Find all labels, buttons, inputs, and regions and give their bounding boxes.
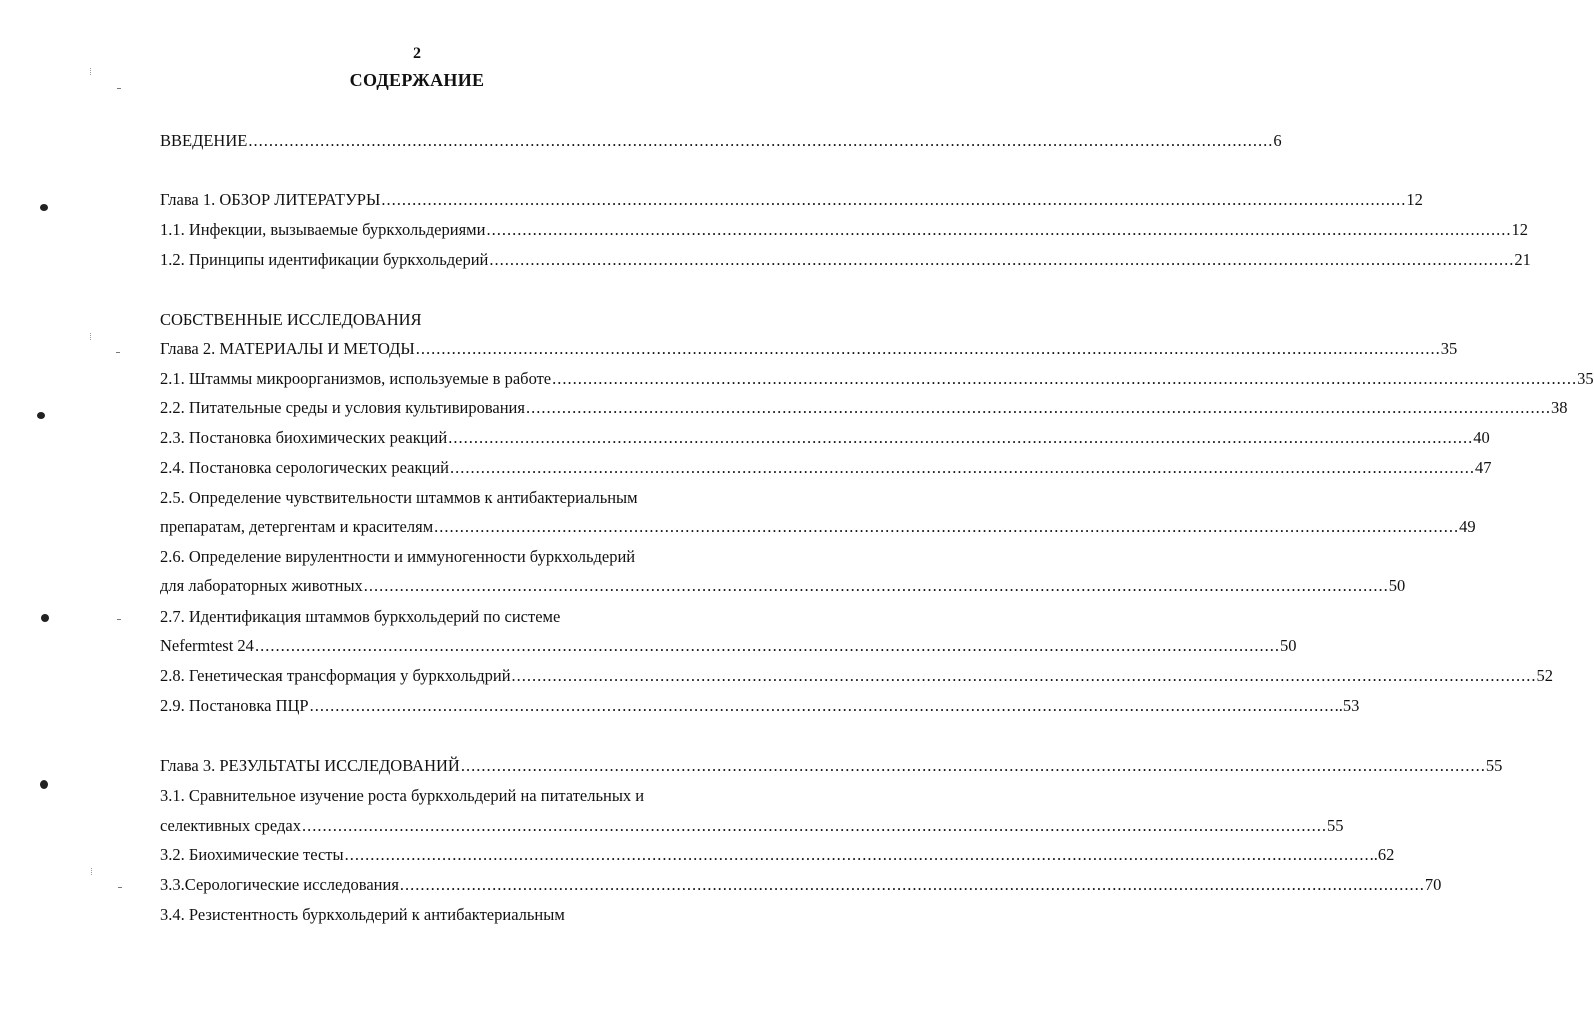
toc-leader-dots: ........................................................................................................................................................................................................ (525, 398, 1551, 417)
toc-entry-page: 6 (1273, 131, 1282, 150)
toc-entry-chapter-1 (160, 190, 1423, 210)
toc-leader-dots: ........................................................................................................................................................................................................ (552, 369, 1578, 388)
toc-entry-title: 2.4. Постановка серологических реакций (160, 458, 449, 477)
toc-entry-title: Глава 2. МАТЕРИАЛЫ И МЕТОДЫ (160, 339, 415, 358)
toc-leader-dots: ........................................................................................................................................................................................................ (399, 875, 1425, 894)
toc-entry-page: 35 (1577, 369, 1594, 388)
toc-entry-2-6-line-2 (160, 576, 1406, 596)
toc-leader-dots: ........................................................................................................................................................................................................ (489, 250, 1515, 269)
toc-entry-1-1 (160, 220, 1528, 240)
toc-entry-page: 12 (1511, 220, 1528, 239)
toc-entry-2-3 (160, 428, 1490, 448)
toc-entry-chapter-3 (160, 756, 1503, 776)
toc-entry-page: 70 (1424, 875, 1442, 894)
toc-entry-title: Глава 1. ОБЗОР ЛИТЕРАТУРЫ (160, 190, 381, 209)
toc-entry-3-1-line-2 (160, 816, 1344, 836)
toc-leader-dots: ........................................................................................................................................................................................................ (248, 131, 1274, 150)
toc-entry-title: Глава 3. РЕЗУЛЬТАТЫ ИССЛЕДОВАНИЙ (160, 756, 460, 775)
scan-mark (90, 68, 92, 75)
toc-entry-page: 49 (1459, 517, 1476, 536)
scan-mark (91, 868, 93, 875)
toc-entry-page: 35 (1440, 339, 1458, 358)
toc-leader-dots: ........................................................................................................................................................................................................ (450, 458, 1475, 477)
scan-mark (90, 333, 92, 340)
toc-entry-3-4-line-1: 3.4. Резистентность буркхольдерий к антибактериальным (160, 905, 565, 924)
toc-entry-3-2 (160, 845, 1395, 865)
toc-entry-title: 1.2. Принципы идентификации буркхольдерий (160, 250, 489, 269)
toc-leader-dots: ........................................................................................................................................................................................................ (363, 576, 1389, 595)
toc-entry-page: 47 (1475, 458, 1492, 477)
toc-entry-2-9 (160, 696, 1360, 716)
toc-entry-page: 38 (1550, 398, 1568, 417)
toc-leader-dots: ........................................................................................................................................................................................................ (434, 517, 1460, 536)
toc-entry-title: для лабораторных животных (160, 576, 363, 595)
toc-entry-page: 55 (1326, 816, 1344, 835)
toc-entry-title: 2.1. Штаммы микроорганизмов, используемые в работе (160, 369, 552, 388)
toc-entry-title: 2.8. Генетическая трансформация у буркхольдрий (160, 666, 511, 685)
toc-leader-dots: ........................................................................................................................................................................................................ (381, 190, 1407, 209)
toc-entry-2-6-line-1: 2.6. Определение вирулентности и иммуногенности буркхольдерий (160, 547, 636, 566)
toc-entry-title: 1.1. Инфекции, вызываемые буркхольдериями (160, 220, 486, 239)
toc-entry-page: 21 (1514, 250, 1531, 269)
page-title: СОДЕРЖАНИЕ (349, 70, 485, 90)
toc-leader-dots: ........................................................................................................................................................................................................ (344, 845, 1370, 864)
toc-entry-2-5-line-1: 2.5. Определение чувствительности штаммов к антибактериальным (160, 488, 638, 507)
toc-entry-page: 50 (1279, 636, 1297, 655)
scan-mark (117, 619, 121, 620)
toc-entry-title: 3.3.Серологические исследования (160, 875, 399, 894)
scan-mark (41, 614, 49, 622)
toc-leader-dots: ........................................................................................................................................................................................................ (460, 756, 1486, 775)
toc-entry-page: 50 (1388, 576, 1406, 595)
toc-entry-2-2 (160, 398, 1568, 418)
toc-entry-title: селективных средах (160, 816, 301, 835)
toc-entry-3-1-line-1: 3.1. Сравнительное изучение роста буркхольдерий на питательных и (160, 786, 645, 805)
toc-leader-dots: ........................................................................................................................................................................................................ (486, 220, 1512, 239)
toc-leader-dots: ........................................................................................................................................................................................................ (309, 696, 1335, 715)
scan-mark (117, 88, 121, 89)
scan-mark (116, 352, 120, 353)
toc-entry-page: ..53 (1334, 696, 1360, 715)
scan-mark (118, 887, 122, 888)
toc-leader-dots: ........................................................................................................................................................................................................ (448, 428, 1474, 447)
toc-entry-page: 55 (1485, 756, 1503, 775)
toc-leader-dots: ........................................................................................................................................................................................................ (511, 666, 1537, 685)
toc-leader-dots: ........................................................................................................................................................................................................ (254, 636, 1280, 655)
toc-entry-title: 2.3. Постановка биохимических реакций (160, 428, 448, 447)
toc-entry-title: 2.2. Питательные среды и условия культивирования (160, 398, 525, 417)
toc-entry-2-5-line-2 (160, 517, 1476, 537)
page-number: 2 (413, 45, 421, 62)
scan-mark (40, 780, 48, 789)
toc-entry-3-3 (160, 875, 1442, 895)
toc-entry-2-4 (160, 458, 1492, 478)
toc-section-heading: СОБСТВЕННЫЕ ИССЛЕДОВАНИЯ (160, 310, 422, 329)
toc-leader-dots: ........................................................................................................................................................................................................ (301, 816, 1327, 835)
toc-leader-dots: ........................................................................................................................................................................................................ (415, 339, 1441, 358)
toc-entry-2-8 (160, 666, 1554, 686)
toc-entry-page: ..62 (1369, 845, 1395, 864)
toc-entry-title: препаратам, детергентам и красителям (160, 517, 434, 536)
toc-entry-page: 12 (1406, 190, 1423, 209)
toc-entry-title: 3.2. Биохимические тесты (160, 845, 344, 864)
toc-entry-page: 40 (1473, 428, 1490, 447)
toc-entry-2-7-line-2 (160, 636, 1297, 656)
scan-mark (37, 412, 45, 419)
toc-entry-title: 2.9. Постановка ПЦР (160, 696, 309, 715)
toc-entry-title: Nefermtest 24 (160, 636, 254, 655)
scan-mark (40, 204, 48, 211)
toc-entry-introduction (160, 131, 1282, 151)
toc-entry-2-1 (160, 369, 1594, 389)
toc-entry-1-2 (160, 250, 1531, 270)
toc-entry-page: 52 (1536, 666, 1554, 685)
toc-entry-2-7-line-1: 2.7. Идентификация штаммов буркхольдерий по системе (160, 607, 561, 626)
toc-entry-title: ВВЕДЕНИЕ (160, 131, 248, 150)
toc-entry-chapter-2 (160, 339, 1458, 359)
